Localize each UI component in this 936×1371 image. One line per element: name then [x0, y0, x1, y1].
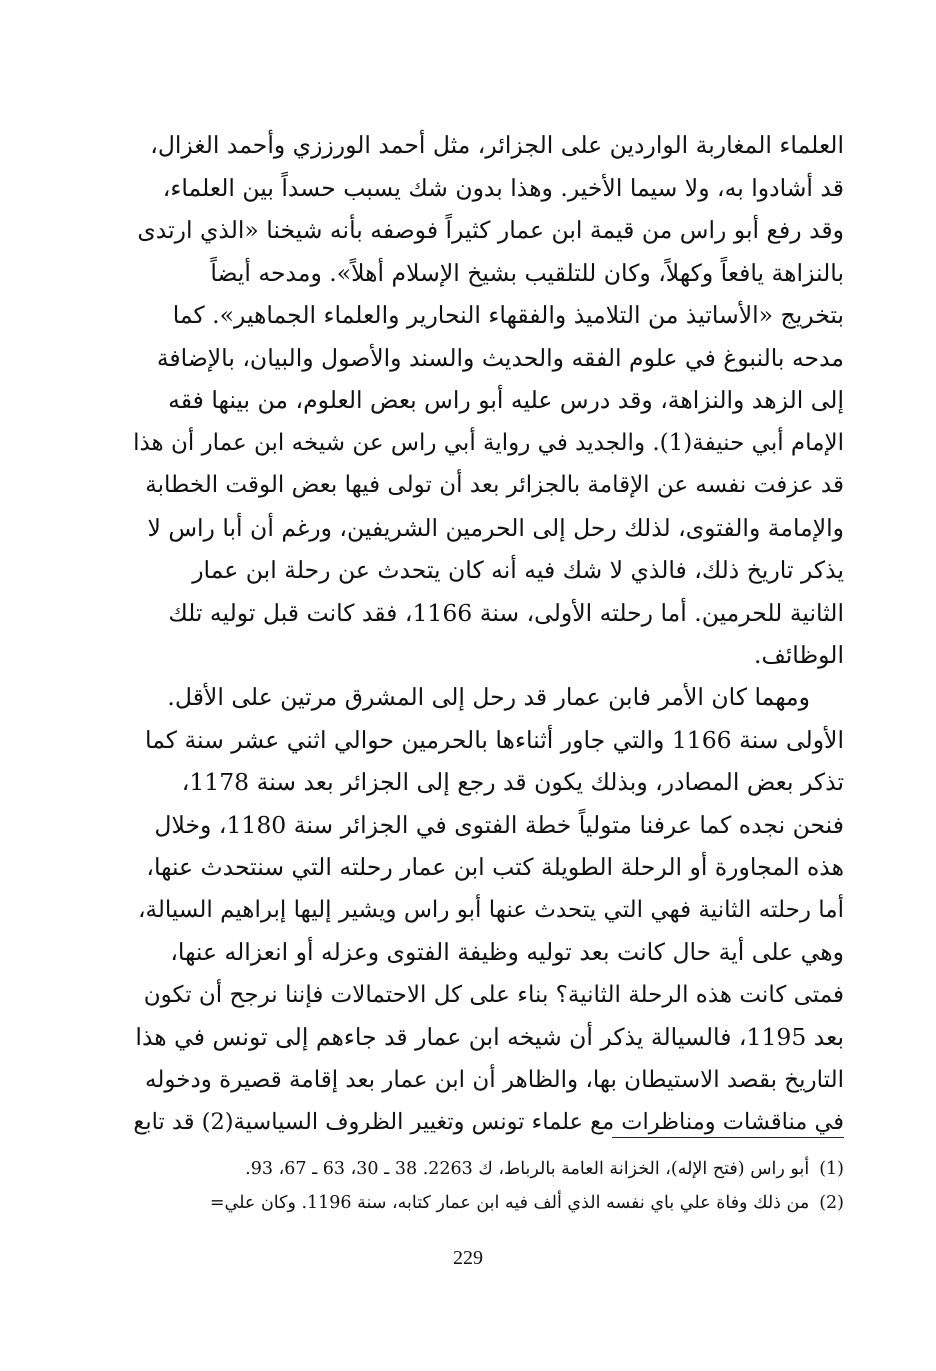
text-line: بالنزاهة يافعاً وكهلاً، وكان للتلقيب بشيخ الإسلام أهلاً». ومدحه أيضاً — [210, 258, 844, 287]
text-line: إلى الزهد والنزاهة، وقد درس عليه أبو راس بعض العلوم، من بينها فقه — [168, 386, 844, 414]
text-line: بعد 1195، فالسيالة يذكر أن شيخه ابن عمار قد جاءهم إلى تونس في هذا — [135, 1023, 844, 1051]
text-line: الأولى سنة 1166 والتي جاور أثناءها بالحرمين حوالي اثني عشر سنة كما — [145, 725, 844, 754]
text-line: قد عزفت نفسه عن الإقامة بالجزائر بعد أن تولى فيها بعض الوقت الخطابة — [145, 472, 844, 498]
text-line: وقد رفع أبو راس من قيمة ابن عمار كثيراً فوصفه بأنه شيخنا «الذي ارتدى — [137, 216, 844, 244]
page-number: 229 — [453, 1247, 483, 1269]
text-line: قد أشادوا به، ولا سيما الأخير. وهذا بدون شك يسبب حسداً بين العلماء، — [162, 173, 844, 202]
text-line: مدحه بالنبوغ في علوم الفقه والحديث والسند والأصول والبيان، بالإضافة — [156, 343, 844, 372]
text-line: الثانية للحرمين. أما رحلته الأولى، سنة 1166، فقد كانت قبل توليه تلك — [168, 598, 844, 627]
text-line: ومهما كان الأمر فابن عمار قد رحل إلى المشرق مرتين على الأقل. — [167, 683, 810, 711]
text-line: في مناقشات ومناظرات مع علماء تونس وتغيير الظروف السياسية(2) قد تابع — [133, 1109, 844, 1135]
footnote-1 — [132, 1152, 844, 1186]
paragraph-2 — [132, 676, 844, 1144]
text-line: الإمام أبي حنيفة(1). والجديد في رواية أبي راس عن شيخه ابن عمار أن هذا — [133, 429, 844, 456]
text-line: الوظائف. — [753, 641, 844, 669]
text-line: العلماء المغاربة الواردين على الجزائر، مثل أحمد الورززي وأحمد الغزال، — [150, 131, 844, 159]
text-line: بتخريج «الأساتيذ من التلاميذ والفقهاء النحارير والعلماء الجماهير». كما — [172, 301, 844, 329]
text-line: أما رحلته الثانية فهي التي يتحدث عنها أبو راس ويشير إليها إبراهيم السيالة، — [138, 896, 844, 923]
footnote-2 — [132, 1186, 844, 1220]
text-line: يذكر تاريخ ذلك، فالذي لا شك فيه أنه كان يتحدث عن رحلة ابن عمار — [192, 556, 844, 584]
text-line: تذكر بعض المصادر، وبذلك يكون قد رجع إلى الجزائر بعد سنة 1178، — [181, 768, 844, 796]
text-line: فمتى كانت هذه الرحلة الثانية؟ بناء على كل الاحتمالات فإننا نرجح أن تكون — [143, 981, 844, 1008]
footnotes — [132, 1152, 844, 1220]
text-line: هذه المجاورة أو الرحلة الطويلة كتب ابن عمار رحلته التي سنتحدث عنها، — [146, 853, 844, 881]
footnote-number: (2) — [819, 1193, 844, 1213]
footnote-divider — [612, 1137, 844, 1138]
paragraph-1 — [132, 124, 844, 677]
text-line: والإمامة والفتوى، لذلك رحل إلى الحرمين الشريفين، ورغم أن أبا راس لا — [147, 513, 844, 542]
text-line: التاريخ بقصد الاستيطان بها، والظاهر أن ابن عمار بعد إقامة قصيرة ودخوله — [145, 1066, 844, 1093]
footnote-number: (1) — [819, 1159, 844, 1179]
footnote-text: أبو راس (فتح الإله)، الخزانة العامة بالرباط، ك 2263. 38 ـ 30، 63 ـ 67، 93. — [245, 1159, 810, 1179]
footnote-text: من ذلك وفاة علي باي نفسه الذي ألف فيه ابن عمار كتابه، سنة 1196. وكان علي= — [209, 1193, 810, 1213]
text-line: فنحن نجده كما عرفنا متولياً خطة الفتوى في الجزائر سنة 1180، وخلال — [154, 810, 844, 839]
text-line: وهي على أية حال كانت بعد توليه وظيفة الفتوى وعزله أو انعزاله عنها، — [170, 938, 844, 966]
